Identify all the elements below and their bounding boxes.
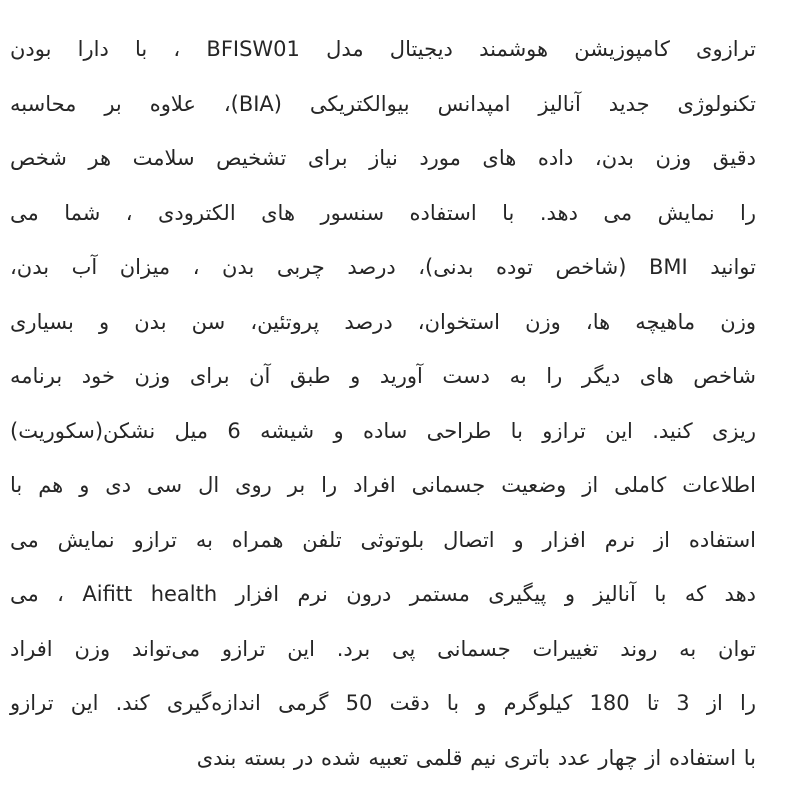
paragraph-line-1: ترازوی کامپوزیشن هوشمند دیجیتال مدل BFISW01 ، با دارا بودن bbox=[10, 37, 756, 61]
paragraph-line-11: دهد که با آنالیز و پیگیری مستمر درون نرم افزار Aifitt health ، می bbox=[10, 582, 756, 606]
product-description-paragraph bbox=[10, 22, 756, 785]
paragraph-line-4: را نمایش می دهد. با استفاده سنسور های الکترودی ، شما می bbox=[10, 200, 756, 225]
paragraph-line-7: شاخص های دیگر را به دست آورید و طبق آن برای وزن خود برنامه bbox=[10, 364, 756, 388]
paragraph-line-12: توان به روند تغییرات جسمانی پی برد. این ترازو می‌تواند وزن افراد bbox=[10, 636, 756, 661]
paragraph-line-13: را از 3 تا 180 کیلوگرم و با دقت 50 گرمی اندازه‌گیری کند. این ترازو bbox=[10, 691, 756, 715]
paragraph-line-3: دقیق وزن بدن، داده های مورد نیاز برای تشخیص سلامت هر شخص bbox=[10, 146, 756, 170]
paragraph-line-10: استفاده از نرم افزار و اتصال بلوتوثی تلفن همراه به ترازو نمایش می bbox=[10, 527, 756, 552]
paragraph-line-5: توانید BMI (شاخص توده بدنی)، درصد چربی بدن ، میزان آب بدن، bbox=[10, 255, 756, 279]
paragraph-line-6: وزن ماهیچه ها، وزن استخوان، درصد پروتئین، سن بدن و بسیاری bbox=[10, 309, 756, 334]
paragraph-line-14: با استفاده از چهار عدد باتری نیم قلمی تعبیه شده در بسته بندی bbox=[196, 745, 756, 770]
paragraph-line-9: اطلاعات کاملی از وضعیت جسمانی افراد را بر روی ال سی دی و هم با bbox=[10, 473, 756, 497]
paragraph-line-2: تکنولوژی جدید آنالیز امپدانس بیوالکتریکی (BIA)، علاوه بر محاسبه bbox=[10, 91, 756, 116]
paragraph-line-8: ریزی کنید. این ترازو با طراحی ساده و شیشه 6 میل نشکن(سکوریت) bbox=[10, 418, 756, 443]
